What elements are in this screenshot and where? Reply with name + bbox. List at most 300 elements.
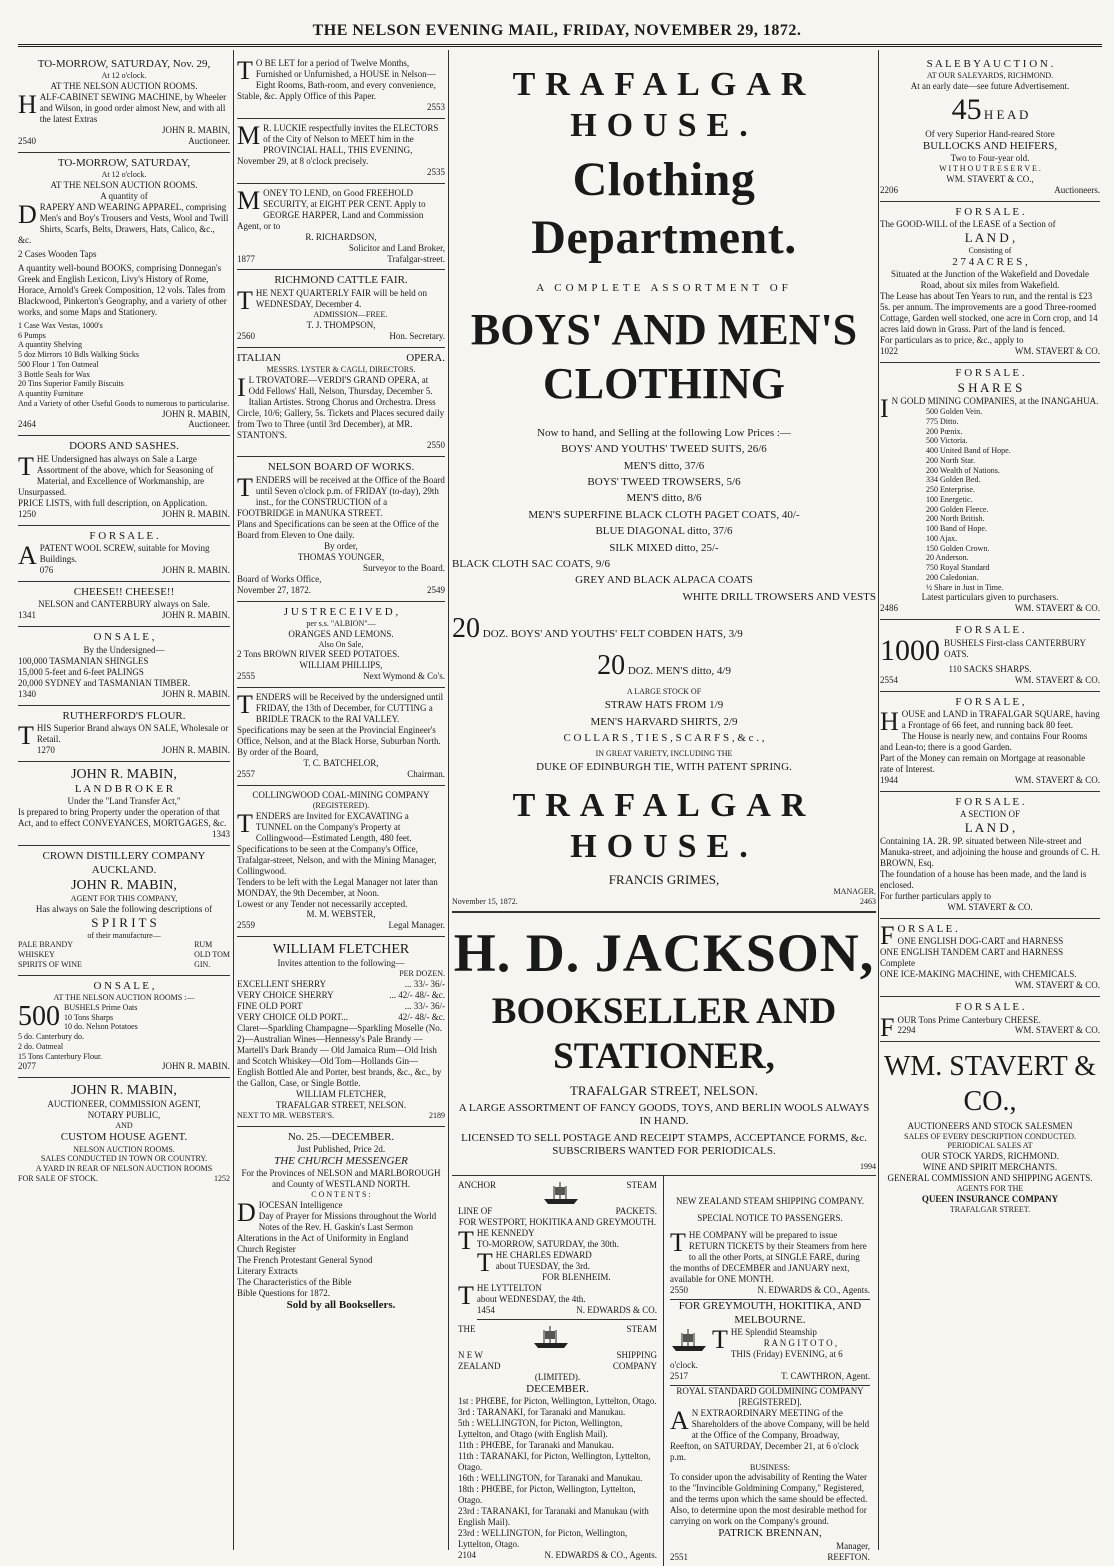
ad-signature: WM. STAVERT & CO. [1014,774,1100,785]
list-item: BUSHELS Prime Oats [64,1002,138,1012]
ad-line: Just Published, Price 2d. [296,1143,386,1154]
ad-date: November 27, 1872. [237,584,311,595]
ad-number: 1270 [36,744,55,755]
ad-signature: WM. STAVERT & CO. [1014,1025,1100,1036]
ad-line: AND [115,1121,133,1131]
drop-cap: T [237,56,253,85]
ad-body: R. LUCKIE respectfully invites the ELECTORS of the City of Nelson to MEET him in the PROVINCIAL HALL, THIS EVENING, November 29, at 8 o'clock precisely. [237,122,439,166]
ad-signature: WILLIAM PHILLIPS, [299,660,383,671]
ad-just-received [237,602,445,689]
ad-heading: THE [458,1324,476,1335]
list-item: 2 do. Oatmeal [18,1041,64,1051]
ship-icon [670,1327,708,1353]
ad-role: Legal Manager. [388,920,445,931]
ad-number: 1022 [880,345,898,356]
ad-line: 2 Tons BROWN RIVER SEED POTATOES. [237,649,400,660]
drop-cap: A [18,541,37,571]
wine-name: FINE OLD PORT [237,1001,303,1012]
ad-heading: FOR GREYMOUTH, HOKITIKA, AND MELBOURNE. [678,1300,862,1326]
list-item: ONE ENGLISH TANDEM CART and HARNESS Complete [880,947,1064,969]
price-line: STRAW HATS FROM 1/9 [604,699,724,712]
big-number: 500 [18,1000,60,1032]
ad-signature: WM. STAVERT & CO. [947,901,1033,912]
big-number: 45 [951,93,982,127]
price-line: DUKE OF EDINBURGH TIE, WITH PATENT SPRING. [536,761,792,774]
list-item: 500 Golden Vein. [926,407,983,417]
ad-heading: O R S A L E . [897,922,958,935]
ad-body: NELSON and CANTERBURY always on Sale. [38,599,210,610]
ad-place: AT THE NELSON AUCTION ROOMS. [50,81,198,92]
ad-body: OUSE and LAND in TRAFALGAR SQUARE, having a Frontage of 66 feet, and running back 80 feet. [901,709,1100,731]
newspaper-title: THE NELSON EVENING MAIL, FRIDAY, NOVEMBER 29, 1872. [312,22,802,39]
ad-line: A LARGE ASSORTMENT OF FANCY GOODS, TOYS, AND BERLIN WOOLS ALWAYS IN HAND. [458,1101,870,1128]
list-item: A quantity Shelving [18,340,82,350]
ad-heading: ITALIAN [237,351,281,364]
column-2 [237,54,445,1548]
list-item: 200 North British. [926,514,985,524]
drop-cap: F [880,920,895,950]
manager-role: MANAGER. [833,887,876,897]
ad-line: Now to hand, and Selling at the following Low Prices :— [537,426,791,439]
ad-time: At 12 o'clock. [101,71,147,81]
ad-line: TO-MORROW, SATURDAY, the 30th. [476,1239,619,1250]
shipping-ads [452,1175,876,1566]
ad-cheese [18,582,230,627]
ad-heading: F O R S A L E . [955,205,1025,218]
ad-body: OUR Tons Prime Canterbury CHEESE. [897,1014,1041,1025]
ad-place: AT THE NELSON AUCTION ROOMS. [50,180,198,191]
ad-heading: CROWN DISTILLERY COMPANY AUCKLAND. [42,850,206,876]
ad-line: PRICE LISTS, with full description, on Application. [18,497,208,508]
ad-line: For the Provinces of NELSON and MARLBOROUGH and County of WESTLAND NORTH. [241,1168,441,1190]
ad-sub: (REGISTERED). [312,801,370,810]
ad-date: November 15, 1872. [452,897,518,907]
ad-signature: JOHN R. MABIN. [161,744,230,755]
column-4 [880,54,1100,1548]
list-item: 200 Pœnix. [926,426,963,436]
ad-heading: OPERA. [406,351,445,364]
list-item: 775 Ditto. [926,416,959,426]
ad-heading: WILLIAM FLETCHER [272,942,410,958]
ad-body: ENDERS are Invited for EXCAVATING a TUNNEL on the Company's Property at Collingwood—Estimated Length, 480 feet. [255,810,412,843]
ad-line: At an early date—see future Advertisement. [910,81,1070,92]
ad-number: 2486 [880,603,898,614]
ad-body: For particulars as to price, &c., apply to [880,334,1024,345]
ad-stavert-card [880,1042,1100,1219]
ad-shares [880,363,1100,620]
ad-wool-screw [18,526,230,582]
ad-sub: AUCTIONEERS AND STOCK SALESMEN [907,1120,1073,1131]
ad-signature: JOHN R. MABIN. [161,508,230,519]
ad-dog-cart [880,919,1100,997]
ad-signature: JOHN R. MABIN. [161,610,230,621]
ad-name: JOHN R. MABIN, [71,878,177,894]
list-item: Notes of the Rev. H. Gaskin's Last Sermon [258,1221,414,1232]
ad-role: Manager, [836,1540,870,1551]
ad-signature: JOHN R. MABIN. [161,688,230,699]
ad-oats-1000 [880,620,1100,691]
big-number: 20 [597,650,626,682]
ad-place: TRAFALGAR STREET, NELSON. [569,1083,759,1099]
ad-number: 2557 [237,769,255,780]
price-line: GREY AND BLACK ALPACA COATS [575,574,753,587]
ad-line: A SECTION OF [959,809,1020,820]
drop-cap: H [18,90,37,120]
column-1 [18,54,230,1548]
list-item: 20 Anderson. [926,553,969,563]
ad-heading: J U S T R E C E I V E D , [283,605,399,618]
price-line: MEN'S HARVARD SHIRTS, 2/9 [590,715,738,728]
ad-spirits: S P I R I T S [91,914,157,930]
ad-land-broker [18,762,230,846]
list-item: 20 Tins Superior Family Biscuits [18,379,124,389]
drop-cap: T [712,1324,728,1354]
masthead [0,0,1114,44]
ad-heading: RUTHERFORD'S FLOUR. [62,709,186,722]
schedule-item: 3rd : TARANAKI, for Taranaki and Manukau. [458,1407,626,1418]
ad-signature: WM. STAVERT & CO. [1014,345,1100,356]
list-item: 334 Golden Bed. [926,475,981,485]
ad-sub: SPECIAL NOTICE TO PASSENGERS. [697,1213,843,1224]
ad-intro: A quantity of [100,191,148,202]
list-item: 20,000 SYDNEY and TASMANIAN TIMBER. [18,677,191,688]
ad-doors-sashes [18,436,230,525]
ad-body: Specifications may be seen at the Provincial Engineer's Office, Nelson, and at the Black Horse, Suburban North. [237,725,441,747]
ad-body: ONEY TO LEND, on Good FREEHOLD SECURITY, at EIGHT PER CENT. Apply to GEORGE HARPER, Land and Commission Agent, or to [237,187,426,231]
ad-sub: BUSINESS: [749,1462,790,1472]
wine-price: ... 42/- 48/- &c. [389,990,445,1001]
ad-house-land [880,692,1100,792]
price-line: WHITE DRILL TROWSERS AND VESTS [682,590,876,603]
ad-signature: N. EDWARDS & CO., Agents. [757,1285,870,1296]
ad-line: NEXT TO MR. WEBSTER'S. [237,1110,335,1120]
ad-line: IN GREAT VARIETY, INCLUDING THE [595,748,733,758]
ad-number: 2551 [670,1551,688,1562]
ad-number: 2550 [670,1285,688,1296]
wine-price: 42/- 48/- &c. [398,1012,445,1023]
drop-cap: D [237,1198,256,1228]
ad-number: 1994 [860,1161,876,1171]
shipping-left [452,1176,664,1566]
ad-heading: F O R S A L E . [955,795,1025,808]
ad-heading: NEW ZEALAND STEAM SHIPPING COMPANY. [675,1196,865,1207]
ad-line: DECEMBER. [526,1382,589,1395]
ad-place: TRAFALGAR STREET, NELSON. [275,1099,407,1110]
price-line: BLUE DIAGONAL ditto, 37/6 [595,525,733,538]
ad-line: By order of the Board, [237,747,319,758]
ad-line: (LIMITED). [534,1371,581,1382]
drop-cap: T [458,1281,474,1311]
ad-body: The Lease has about Ten Years to run, and the rental is £23 5s. per annum. The improvements are a good Three-roomed Cottage, Garden well stocked, one acre in Corn crop, and 14 acres laid down in Grass. Part of the land is fenced. [880,291,1098,334]
ad-line: Consisting of [968,245,1012,255]
ad-collingwood [237,786,445,937]
ad-number: 1340 [18,688,36,699]
ad-heading: O N S A L E , [93,631,155,644]
drop-cap: H [880,707,899,737]
ad-signature: N. EDWARDS & CO. [576,1305,657,1316]
ad-body: HIS Superior Brand always ON SALE, Wholesale or Retail. [36,722,229,744]
ad-heading: F O R S A L E . [955,366,1025,379]
list-item: ONE ENGLISH DOG-CART and HARNESS [897,936,1064,947]
list-item: 500 Flour 1 Ton Oatmeal [18,359,99,369]
ad-body: Part of the Money can remain on Mortgage at reasonable rate of Interest. [880,752,1086,774]
list-item: GIN. [194,959,211,969]
ad-sub: Under the "Land Transfer Act," [67,796,181,807]
list-item: And a Variety of other Useful Goods to numerous to particularise. [18,398,230,408]
ad-line: Board of Works Office, [237,573,322,584]
ad-sub: of their manufacture— [87,930,161,940]
ad-role: Solicitor and Land Broker, [348,242,445,253]
ad-line: A quantity well-bound BOOKS, comprising Donnegan's Greek and English Lexicon, Livy's History of Rome, Horace, Arnold's Greek Composition, 12 vols. Tales from Blackwood, Pinkerton's Geography, and a variety of other works, and some Maps and Stationery. [18,262,227,317]
ad-sub: PER DOZEN. [399,969,445,979]
ad-number: 2535 [427,166,445,177]
ad-number: 076 [39,565,54,575]
price-line: C O L L A R S , T I E S , S C A R F S , & c . , [563,732,765,745]
ad-number: 2559 [237,920,255,931]
drop-cap: T [476,1248,493,1278]
list-item: RUM [194,940,213,950]
list-item: 200 Golden Fleece. [926,504,989,514]
ad-line: SALES CONDUCTED IN TOWN OR COUNTRY. [40,1154,208,1164]
list-item: 200 Caledonian. [926,572,979,582]
ad-line: BULLOCKS AND HEIFERS, [922,139,1058,152]
ad-signature: WM. STAVERT & CO. [1014,603,1100,614]
manager-name: FRANCIS GRIMES, [608,871,720,887]
ad-heading: PACKETS. [615,1206,657,1217]
ad-heading: JOHN R. MABIN, [71,1083,177,1099]
ad-place: AT OUR SALEYARDS, RICHMOND. [926,71,1054,81]
ad-signature: WM. STAVERT & CO. [1014,674,1100,685]
ad-line: about WEDNESDAY, the 4th. [476,1294,586,1305]
ad-role: Auctioneer. [188,419,230,430]
price-line: MEN'S ditto, 8/6 [626,492,702,505]
list-item: PALE BRANDY [18,940,74,950]
ad-oats [18,976,230,1079]
ad-line: WINE AND SPIRIT MERCHANTS. [922,1162,1058,1173]
drop-cap: T [237,690,253,720]
ad-line: Two to Four-year old. [950,153,1030,164]
ad-signature: JOHN R. MABIN, [161,408,230,419]
ad-line: Latest particulars given to purchasers. [921,592,1059,603]
big-number: 20 [452,613,480,645]
ad-line: THIS (Friday) EVENING, at 6 o'clock. [670,1348,843,1370]
ad-number: 2517 [670,1370,688,1381]
ad-heading: L A N D , [964,230,1016,246]
ad-heading: F O R S A L E . [955,624,1025,637]
ad-sub: MESSRS. LYSTER & CAGLI, DIRECTORS. [266,364,416,374]
schedule-item: 11th : TARANAKI, for Picton, Wellington, Lyttelton, Otago. [458,1451,651,1473]
schedule-item: 5th : WELLINGTON, for Picton, Wellington, Lyttelton, and Otago (with English Mail). [458,1418,623,1440]
price-line: MEN'S SUPERFINE BLACK CLOTH PAGET COATS, 40/- [528,508,800,521]
ad-heading: 2 7 4 A C R E S , [952,255,1028,268]
ad-number: 2555 [237,671,255,682]
drop-cap: A [670,1405,689,1435]
ad-cattle-fair [237,270,445,347]
ad-heading: ANCHOR [458,1180,497,1191]
ad-section-of-land [880,792,1100,919]
bookseller-heading: BOOKSELLER AND STATIONER, [491,990,837,1077]
ad-heading: TO-MORROW, SATURDAY, [57,156,191,169]
price-line: BLACK CLOTH SAC COATS, 9/6 [452,558,610,571]
ad-heading: DOORS AND SASHES. [69,440,179,453]
ad-body: N GOLD MINING COMPANIES, at the INANGAHUA. [891,396,1099,407]
list-item: WHISKEY [18,950,55,960]
ad-role: Surveyor to the Board. [363,562,445,573]
assortment-line: A COMPLETE ASSORTMENT OF [536,282,792,295]
ad-line: QUEEN INSURANCE COMPANY [921,1193,1059,1204]
ad-body: Plans and Specifications can be seen at the Office of the Board from Eleven to One daily. [237,518,439,540]
schedule-item: 1st : PHŒBE, for Picton, Wellington, Lyttelton, Otago. [458,1396,657,1407]
ad-body: The House is nearly new, and contains Four Rooms and Lean-to; there is a good Garden. [880,731,1088,752]
ad-number: 1454 [476,1305,495,1316]
ad-line: OUR STOCK YARDS, RICHMOND. [921,1151,1059,1162]
ad-line: A LARGE STOCK OF [626,686,702,696]
ad-money-to-lend [237,184,445,271]
ship-icon [542,1180,580,1206]
trafalgar-heading: TRAFALGAR HOUSE. [512,786,816,866]
ad-role: Auctioneer. [188,136,230,146]
ad-place: Trafalgar-street. [387,253,445,264]
ad-shingles [18,627,230,705]
ad-title: THE CHURCH MESSENGER [274,1154,408,1167]
ad-line: By order, [324,540,358,551]
ad-body: BUSHELS First-class CANTERBURY OATS. [944,637,1086,659]
drop-cap: T [237,808,253,838]
list-item: Day of Prayer for Missions throughout the World [258,1211,437,1222]
ad-line: HE KENNEDY [476,1228,535,1239]
ad-body: PATENT WOOL SCREW, suitable for Moving Buildings. [39,543,210,565]
ad-number: 2550 [427,440,445,451]
list-item: 15,000 5-feet and 6-feet PALINGS [18,666,144,677]
ad-line: LICENSED TO SELL POSTAGE AND RECEIPT STAMPS, ACCEPTANCE FORMS, &c. SUBSCRIBERS WANTED FOR PERIODICALS. [461,1131,867,1158]
list-item: The Characteristics of the Bible [237,1276,352,1287]
ad-signature: PATRICK BRENNAN, [718,1527,822,1540]
drop-cap: T [18,451,34,481]
list-item: 100 Ajax. [926,533,958,543]
list-item: 3 Bottle Seals for Wax [18,369,91,379]
drop-cap: T [18,720,34,750]
list-item: 250 Enterprise. [926,485,975,495]
ad-sub: AGENT FOR THIS COMPANY, [70,894,178,904]
drop-cap: I [880,394,889,424]
ad-body: ENDERS will be received at the Office of the Board until Seven o'clock p.m. of FRIDAY (to-day), 29th inst., for the CONSTRUCTION of a FOOTBRIDGE in MANUKA STREET. [237,474,445,518]
ad-line: FOR SALE OF STOCK. [18,1173,98,1183]
list-item: A quantity Furniture [18,389,84,398]
ad-body: HE Undersigned has always on Sale a Large Assortment of the above, which for Seasoning of Material, and Excellence of Workmanship, are Unsurpassed. [18,453,214,497]
ad-goodwill-lease [880,202,1100,363]
list-item: 5 doz Mirrors 10 Bdls Walking Sticks [18,350,139,359]
list-item: 200 Wealth of Nations. [926,465,1000,475]
ad-line: Of very Superior Hand-reared Store [925,128,1055,139]
ad-number: 2464 [18,419,36,430]
ad-number: 2553 [427,101,445,112]
ad-intro: Invites attention to the following— [277,958,405,969]
ad-bridle-track [237,688,445,786]
ship-name: R A N G I T O T O , [763,1337,838,1348]
schedule-item: 23rd : WELLINGTON, for Picton, Wellington, Lyttelton, Otago. [458,1527,628,1549]
list-item: 400 United Band of Hope. [926,446,1011,456]
ad-signature: JOHN R. MABIN, [161,125,230,136]
list-item: 10 Tons Sharps [64,1012,114,1022]
ad-signature: WILLIAM FLETCHER, [296,1088,386,1099]
ad-number: 2077 [18,1061,36,1072]
column-rule [878,50,879,1550]
ad-number: 2549 [427,584,445,595]
wine-name: VERY CHOICE OLD PORT... [237,1012,348,1023]
ad-line: AGENTS FOR THE [956,1184,1024,1194]
masthead-rule [18,44,1102,47]
ad-heading: S H A R E S [957,380,1023,396]
ad-place: REEFTON. [827,1551,870,1562]
list-item: 100 Energetic. [926,494,973,504]
ad-body: L TROVATORE—VERDI'S GRAND OPERA, at Odd Fellows' Hall, Nelson, Thursday, December 5. Italian Artistes. Strong Chorus and Orchestra. Dress Circle, 10/6; Gallery, 5s. Tickets and Places secured daily from Two to Three (until 3rd December), at MR. STANTON'S. [237,374,445,440]
ad-role: Chairman. [407,769,445,780]
ad-heading: L A N D , [964,820,1016,836]
ad-heading: O N S A L E , [93,979,155,992]
list-item: 750 Royal Standard [926,563,990,573]
ad-line: NOTARY PUBLIC, [87,1110,161,1121]
ad-signature: M. M. WEBSTER, [306,909,376,920]
ad-place: TRAFALGAR STREET. [949,1204,1031,1214]
list-item: Literary Extracts [237,1265,298,1276]
ad-heading: RICHMOND CATTLE FAIR. [274,274,408,287]
ad-line: HE CHARLES EDWARD [495,1250,592,1261]
ad-william-fletcher [237,937,445,1126]
ad-heading: ROYAL STANDARD GOLDMINING COMPANY [REGISTERED]. [676,1385,864,1407]
ad-body: Is prepared to bring Property under the operation of that Act, and to effect CONVEYANCES, MORTGAGES, &c. [18,807,227,829]
list-item: 500 Victoria. [926,436,968,446]
drop-cap: F [880,1012,895,1042]
ad-auction-richmond [880,54,1100,202]
ad-line: about TUESDAY, the 3rd. [495,1261,590,1272]
ad-heading: F O R S A L E , [955,695,1025,708]
price-line: DOZ. MEN'S ditto, 4/9 [627,665,731,678]
list-item: ½ Share in Just in Time. [926,582,1004,592]
ad-number: 1341 [18,610,36,621]
ad-number: 2554 [880,674,898,685]
wine-price: ... 33/- 36/- [404,979,445,990]
ad-signature: T. J. THOMPSON, [306,319,376,330]
ad-signature: R. RICHARDSON, [305,231,377,242]
ad-heading: STEAM [626,1180,657,1191]
ad-role: Auctioneers. [1054,184,1100,195]
ad-body: Situated at the Junction of the Wakefield and Dovedale Road, about six miles from Wakefield. [890,269,1090,291]
ad-heading: LINE OF [458,1206,493,1217]
ad-number: 2540 [18,136,36,146]
ad-heading: S A L E B Y A U C T I O N . [926,58,1054,70]
ad-line: A YARD IN REAR OF NELSON AUCTION ROOMS [35,1164,213,1173]
ad-line: SALES OF EVERY DESCRIPTION CONDUCTED. [904,1131,1076,1141]
boys-mens-heading: BOYS' AND MEN'S CLOTHING [470,305,858,409]
ad-heading: F O R S A L E . [955,1001,1025,1014]
ad-line: Also On Sale, [318,639,364,649]
list-item: 1 Case Wax Vestas, 1000's [18,320,103,330]
ad-body: To consider upon the advisability of Renting the Water to the "Invincible Goldmining Company," Registered, and the terms upon which the same should be effected. Also, to determine upon the most desirable method for carrying on work on the Company's ground. [670,1472,868,1527]
ad-number: 1944 [880,774,898,785]
list-item: 100,000 TASMANIAN SHINGLES [18,655,149,666]
drop-cap: T [237,472,253,502]
ad-signature: WM. STAVERT & CO., [946,173,1034,184]
column-3 [452,54,876,1562]
drop-cap: M [237,120,261,150]
ad-body: Lowest or any Tender not necessarily accepted. [237,898,408,909]
list-item: 200 North Star. [926,455,976,465]
ad-line: FOR BLENHEIM. [542,1272,611,1283]
ad-cheese-tons [880,997,1100,1042]
ad-body: N EXTRAORDINARY MEETING of the Shareholders of the above Company, will be held at the Office of the Company, Broadway, Reefton, on SATURDAY, December 21, at 6 o'clock p.m. [670,1407,870,1462]
ad-heading: COMPANY [612,1361,657,1371]
ad-line: FOR WESTPORT, HOKITIKA AND GREYMOUTH. [458,1217,657,1228]
